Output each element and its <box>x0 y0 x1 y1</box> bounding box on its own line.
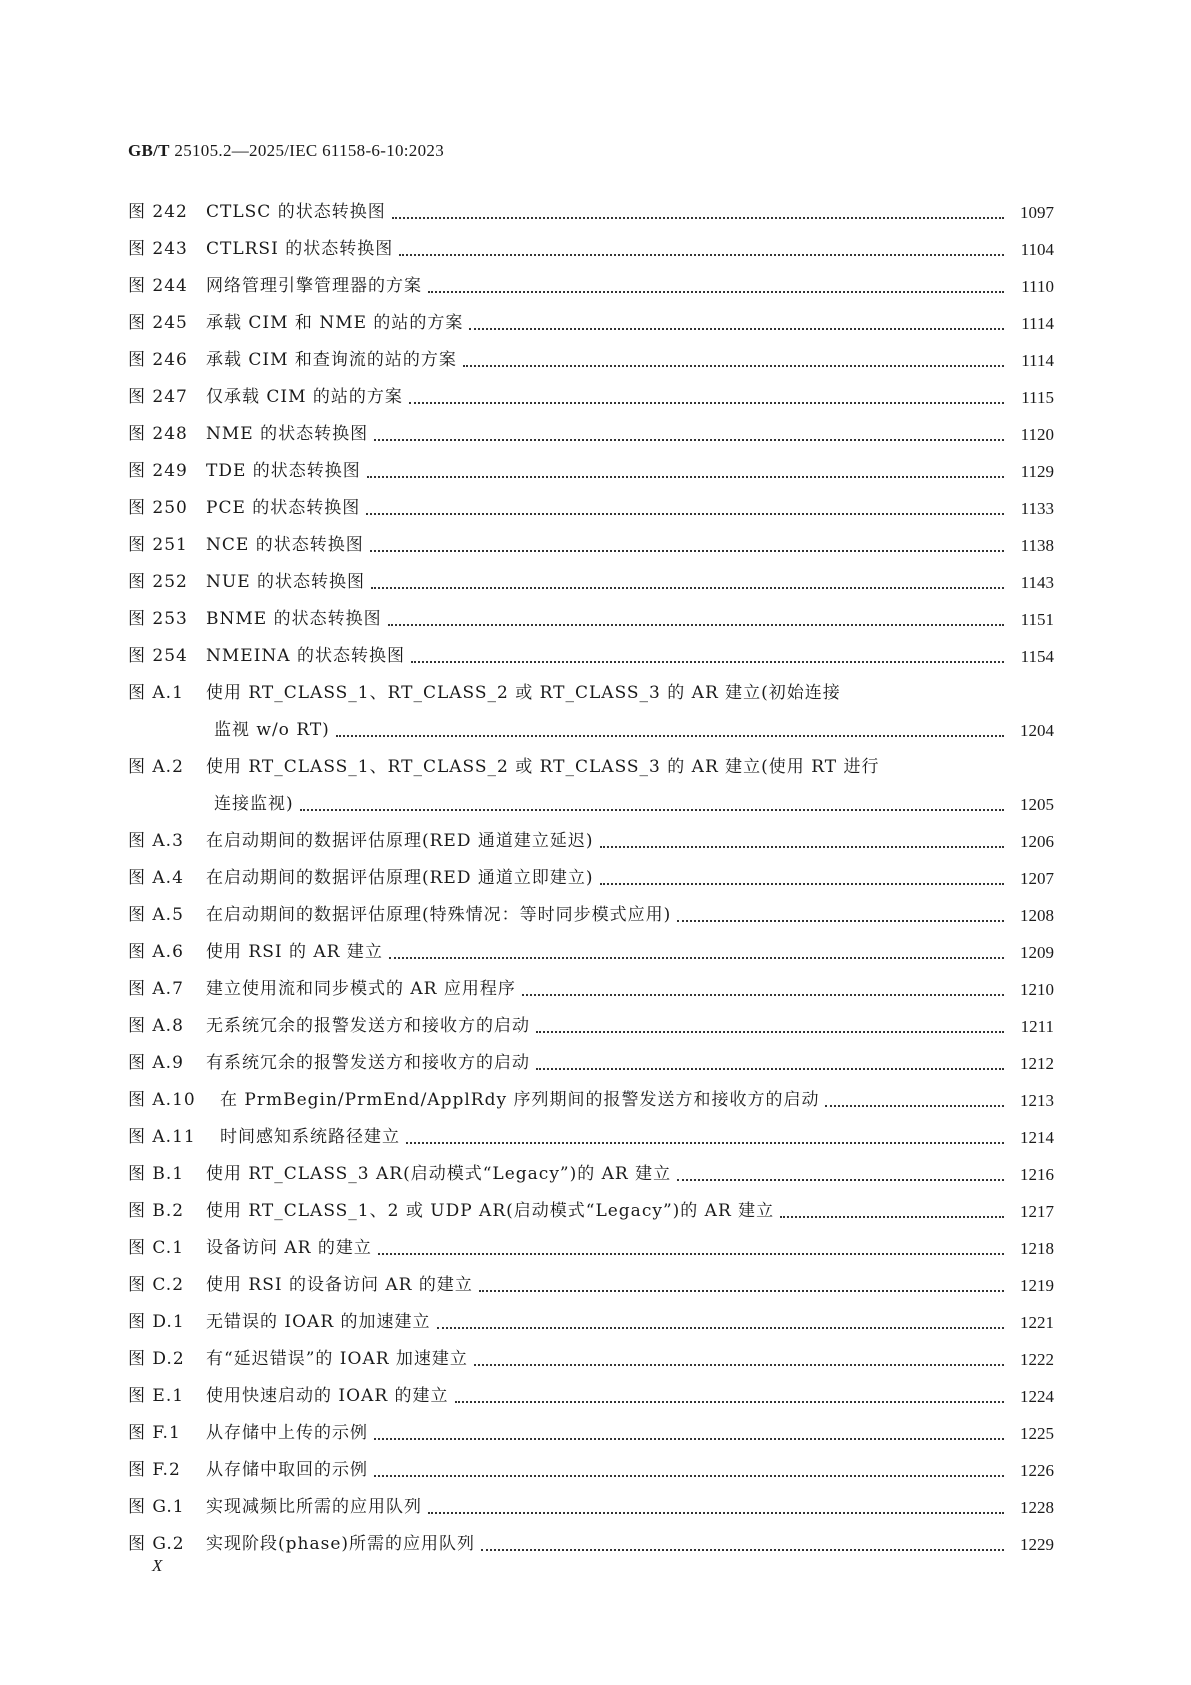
page-ref: 1214 <box>1020 1128 1054 1147</box>
figure-number: 图 A.10 <box>128 1090 196 1110</box>
figure-number: 图 A.7 <box>128 979 184 999</box>
standard-number: 25105.2—2025/IEC 61158-6-10:2023 <box>174 141 445 160</box>
leader-dots <box>455 1401 1004 1403</box>
figure-title: 从存储中取回的示例 <box>206 1460 368 1480</box>
leader-dots <box>367 476 1004 478</box>
page-ref: 1205 <box>1020 795 1054 814</box>
toc-entry[interactable] <box>128 1082 1054 1119</box>
page-ref: 1225 <box>1020 1424 1054 1443</box>
figure-title-continued: 连接监视) <box>214 794 294 814</box>
toc-entry[interactable] <box>128 1193 1054 1230</box>
figure-number: 图 E.1 <box>128 1386 185 1406</box>
leader-dots <box>371 587 1004 589</box>
figure-number: 图 G.2 <box>128 1534 185 1554</box>
page-ref: 1204 <box>1020 721 1054 740</box>
leader-dots <box>481 1549 1004 1551</box>
leader-dots <box>399 254 1004 256</box>
leader-dots <box>463 365 1004 367</box>
figure-number: 图 C.2 <box>128 1275 185 1295</box>
leader-dots <box>366 513 1004 515</box>
toc-entry[interactable] <box>128 860 1054 897</box>
figure-number: 图 246 <box>128 350 188 370</box>
toc-entry[interactable] <box>128 1156 1054 1193</box>
figure-number: 图 G.1 <box>128 1497 185 1517</box>
page-ref: 1114 <box>1021 314 1054 333</box>
toc-entry[interactable] <box>128 897 1054 934</box>
leader-dots <box>388 624 1004 626</box>
leader-dots <box>374 1475 1004 1477</box>
figure-number: 图 F.1 <box>128 1423 181 1443</box>
toc-entry[interactable] <box>128 749 1054 823</box>
leader-dots <box>378 1253 1004 1255</box>
toc-entry[interactable] <box>128 1045 1054 1082</box>
page-ref: 1219 <box>1020 1276 1054 1295</box>
leader-dots <box>600 883 1004 885</box>
toc-entry[interactable] <box>128 971 1054 1008</box>
page-ref: 1207 <box>1020 869 1054 888</box>
page-ref: 1221 <box>1020 1313 1054 1332</box>
toc-entry[interactable] <box>128 379 1054 416</box>
toc-entry[interactable] <box>128 1415 1054 1452</box>
leader-dots <box>522 994 1004 996</box>
figure-title: 使用 RT_CLASS_1、RT_CLASS_2 或 RT_CLASS_3 的 AR 建立(使用 RT 进行 <box>206 757 880 777</box>
figure-title: 使用快速启动的 IOAR 的建立 <box>206 1386 449 1406</box>
figure-title: CTLRSI 的状态转换图 <box>206 239 394 259</box>
figure-number: 图 A.8 <box>128 1016 184 1036</box>
figure-title: 在启动期间的数据评估原理(RED 通道立即建立) <box>206 868 594 888</box>
leader-dots <box>336 735 1004 737</box>
toc-entry[interactable] <box>128 342 1054 379</box>
figure-title: 时间感知系统路径建立 <box>220 1127 400 1147</box>
figure-number: 图 247 <box>128 387 188 407</box>
toc-entry[interactable] <box>128 490 1054 527</box>
figure-title: 设备访问 AR 的建立 <box>206 1238 372 1258</box>
figure-title: 在启动期间的数据评估原理(特殊情况：等时同步模式应用) <box>206 905 672 925</box>
toc-entry[interactable] <box>128 1008 1054 1045</box>
figure-title: 使用 RSI 的 AR 建立 <box>206 942 383 962</box>
figure-title: 在 PrmBegin/PrmEnd/ApplRdy 序列期间的报警发送方和接收方的启动 <box>220 1090 820 1110</box>
toc-entry[interactable] <box>128 416 1054 453</box>
leader-dots <box>374 1438 1004 1440</box>
page-ref: 1213 <box>1020 1091 1054 1110</box>
figure-title: 有系统冗余的报警发送方和接收方的启动 <box>206 1053 530 1073</box>
figure-title: 使用 RT_CLASS_3 AR(启动模式“Legacy”)的 AR 建立 <box>206 1164 672 1184</box>
page-ref: 1218 <box>1020 1239 1054 1258</box>
figure-title: CTLSC 的状态转换图 <box>206 202 386 222</box>
page-ref: 1138 <box>1020 536 1054 555</box>
leader-dots <box>469 328 1004 330</box>
leader-dots <box>392 217 1004 219</box>
toc-entry[interactable] <box>128 638 1054 675</box>
page-ref: 1133 <box>1020 499 1054 518</box>
figure-number: 图 A.5 <box>128 905 184 925</box>
figure-number: 图 D.1 <box>128 1312 185 1332</box>
figure-title: 有“延迟错误”的 IOAR 加速建立 <box>206 1349 468 1369</box>
figure-title: 从存储中上传的示例 <box>206 1423 368 1443</box>
figure-title: 实现阶段(phase)所需的应用队列 <box>206 1534 476 1554</box>
figure-title: NCE 的状态转换图 <box>206 535 364 555</box>
figure-title: PCE 的状态转换图 <box>206 498 361 518</box>
figure-title: 使用 RT_CLASS_1、RT_CLASS_2 或 RT_CLASS_3 的 AR 建立(初始连接 <box>206 683 841 703</box>
figure-number: 图 F.2 <box>128 1460 181 1480</box>
figure-title: NUE 的状态转换图 <box>206 572 366 592</box>
figure-title: 无错误的 IOAR 的加速建立 <box>206 1312 431 1332</box>
leader-dots <box>780 1216 1004 1218</box>
figure-number: 图 A.9 <box>128 1053 184 1073</box>
page-number: X <box>152 1556 163 1575</box>
page-ref: 1110 <box>1021 277 1054 296</box>
leader-dots <box>536 1068 1004 1070</box>
toc-entry[interactable] <box>128 453 1054 490</box>
leader-dots <box>677 920 1004 922</box>
figure-number: 图 253 <box>128 609 188 629</box>
page-header <box>128 141 444 161</box>
figure-title: NMEINA 的状态转换图 <box>206 646 405 666</box>
page-ref: 1211 <box>1020 1017 1054 1036</box>
page-ref: 1217 <box>1020 1202 1054 1221</box>
table-of-figures <box>128 194 1054 1563</box>
figure-number: 图 D.2 <box>128 1349 185 1369</box>
figure-number: 图 A.11 <box>128 1127 196 1147</box>
leader-dots <box>479 1290 1004 1292</box>
toc-entry[interactable] <box>128 1267 1054 1304</box>
toc-entry[interactable] <box>128 305 1054 342</box>
toc-entry[interactable] <box>128 231 1054 268</box>
page-ref: 1115 <box>1021 388 1054 407</box>
toc-entry[interactable] <box>128 1304 1054 1341</box>
page-ref: 1229 <box>1020 1535 1054 1554</box>
page-ref: 1210 <box>1020 980 1054 999</box>
figure-number: 图 242 <box>128 202 188 222</box>
page-ref: 1224 <box>1020 1387 1054 1406</box>
page-ref: 1129 <box>1020 462 1054 481</box>
page-ref: 1216 <box>1020 1165 1054 1184</box>
toc-entry[interactable] <box>128 1341 1054 1378</box>
toc-entry[interactable] <box>128 194 1054 231</box>
page-ref: 1154 <box>1020 647 1054 666</box>
leader-dots <box>370 550 1004 552</box>
page-ref: 1097 <box>1020 203 1054 222</box>
leader-dots <box>389 957 1004 959</box>
toc-entry[interactable] <box>128 934 1054 971</box>
figure-number: 图 245 <box>128 313 188 333</box>
figure-number: 图 A.3 <box>128 831 184 851</box>
figure-number: 图 251 <box>128 535 188 555</box>
page-ref: 1104 <box>1020 240 1054 259</box>
page-ref: 1212 <box>1020 1054 1054 1073</box>
page-ref: 1120 <box>1020 425 1054 444</box>
toc-entry[interactable] <box>128 564 1054 601</box>
page-ref: 1226 <box>1020 1461 1054 1480</box>
figure-title: BNME 的状态转换图 <box>206 609 382 629</box>
page-ref: 1222 <box>1020 1350 1054 1369</box>
figure-title: 在启动期间的数据评估原理(RED 通道建立延迟) <box>206 831 594 851</box>
figure-number: 图 B.1 <box>128 1164 185 1184</box>
figure-number: 图 C.1 <box>128 1238 185 1258</box>
figure-number: 图 A.4 <box>128 868 184 888</box>
leader-dots <box>428 291 1004 293</box>
figure-title: 使用 RT_CLASS_1、2 或 UDP AR(启动模式“Legacy”)的 AR 建立 <box>206 1201 775 1221</box>
figure-number: 图 250 <box>128 498 188 518</box>
page-ref: 1209 <box>1020 943 1054 962</box>
toc-entry[interactable] <box>128 1489 1054 1526</box>
leader-dots <box>677 1179 1004 1181</box>
figure-title: TDE 的状态转换图 <box>206 461 361 481</box>
standard-code: GB/T <box>128 141 170 160</box>
toc-entry[interactable] <box>128 1526 1054 1563</box>
figure-title-continued: 监视 w/o RT) <box>214 720 330 740</box>
page-ref: 1114 <box>1021 351 1054 370</box>
figure-title: 网络管理引擎管理器的方案 <box>206 276 422 296</box>
figure-number: 图 254 <box>128 646 188 666</box>
figure-number: 图 248 <box>128 424 188 444</box>
leader-dots <box>825 1105 1004 1107</box>
leader-dots <box>437 1327 1004 1329</box>
toc-entry[interactable] <box>128 675 1054 749</box>
leader-dots <box>409 402 1004 404</box>
leader-dots <box>474 1364 1004 1366</box>
page-ref: 1208 <box>1020 906 1054 925</box>
leader-dots <box>428 1512 1004 1514</box>
page-ref: 1228 <box>1020 1498 1054 1517</box>
figure-title: 仅承载 CIM 的站的方案 <box>206 387 403 407</box>
toc-entry[interactable] <box>128 1452 1054 1489</box>
leader-dots <box>411 661 1004 663</box>
figure-title: 建立使用流和同步模式的 AR 应用程序 <box>206 979 516 999</box>
figure-number: 图 252 <box>128 572 188 592</box>
toc-entry[interactable] <box>128 1378 1054 1415</box>
figure-number: 图 B.2 <box>128 1201 185 1221</box>
leader-dots <box>300 809 1004 811</box>
figure-number: 图 249 <box>128 461 188 481</box>
figure-title: 实现减频比所需的应用队列 <box>206 1497 422 1517</box>
page-ref: 1143 <box>1020 573 1054 592</box>
toc-entry[interactable] <box>128 1230 1054 1267</box>
toc-entry[interactable] <box>128 823 1054 860</box>
toc-entry[interactable] <box>128 1119 1054 1156</box>
figure-number: 图 A.6 <box>128 942 184 962</box>
page-ref: 1206 <box>1020 832 1054 851</box>
leader-dots <box>536 1031 1004 1033</box>
figure-title: 承载 CIM 和 NME 的站的方案 <box>206 313 464 333</box>
toc-entry[interactable] <box>128 601 1054 638</box>
figure-number: 图 244 <box>128 276 188 296</box>
figure-title: 承载 CIM 和查询流的站的方案 <box>206 350 457 370</box>
figure-number: 图 A.1 <box>128 683 184 703</box>
leader-dots <box>374 439 1004 441</box>
leader-dots <box>406 1142 1004 1144</box>
toc-entry[interactable] <box>128 527 1054 564</box>
page-ref: 1151 <box>1020 610 1054 629</box>
figure-number: 图 A.2 <box>128 757 184 777</box>
figure-number: 图 243 <box>128 239 188 259</box>
figure-title: NME 的状态转换图 <box>206 424 369 444</box>
figure-title: 无系统冗余的报警发送方和接收方的启动 <box>206 1016 530 1036</box>
leader-dots <box>600 846 1004 848</box>
toc-entry[interactable] <box>128 268 1054 305</box>
figure-title: 使用 RSI 的设备访问 AR 的建立 <box>206 1275 473 1295</box>
